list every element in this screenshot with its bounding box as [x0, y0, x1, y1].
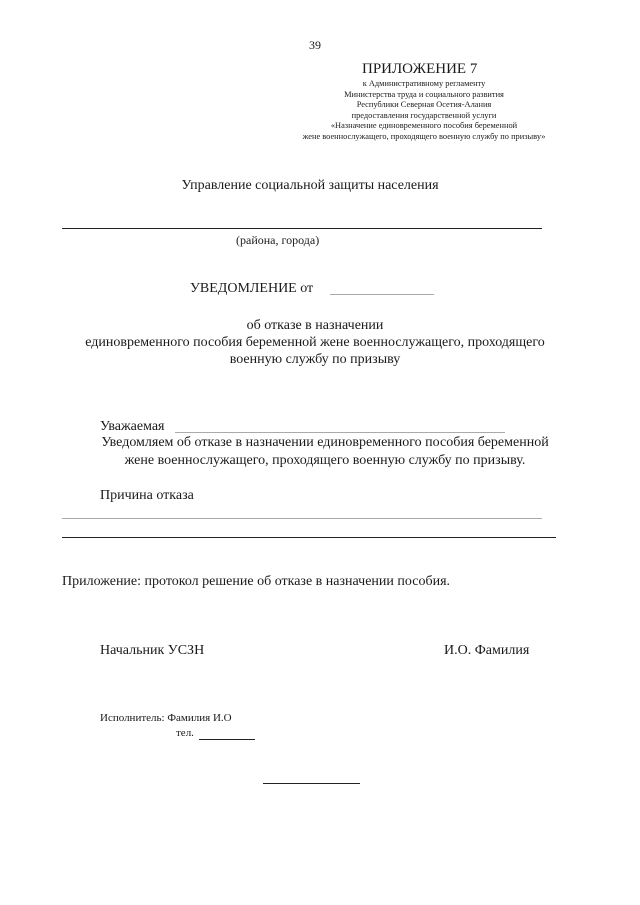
signatory-name: И.О. Фамилия [444, 643, 530, 658]
appendix-line: к Административному регламенту [362, 79, 486, 88]
refusal-reason-label: Причина отказа [100, 488, 194, 503]
department-title: Управление социальной защиты населения [181, 178, 439, 193]
phone-label: тел. [176, 727, 194, 739]
subject-line: об отказе в назначении [246, 318, 384, 333]
appendix-line: «Назначение единовременного пособия беременной [330, 121, 518, 130]
signatory-position: Начальник УСЗН [100, 643, 205, 658]
appendix-line: жене военнослужащего, проходящего военную службу по призыву» [302, 131, 546, 141]
notice-subject [40, 317, 590, 368]
reason-fill-line [62, 537, 556, 538]
appendix-line: Республики Северная Осетия-Алания [356, 100, 492, 109]
notice-heading: УВЕДОМЛЕНИЕ от [190, 281, 314, 296]
page-number: 39 [309, 38, 321, 52]
appendix-title: ПРИЛОЖЕНИЕ 7 [362, 61, 478, 77]
body-line: Уведомляем об отказе в назначении единовременного пособия беременной [101, 435, 549, 450]
executor-label: Исполнитель: Фамилия И.О [100, 712, 232, 724]
body-line: жене военнослужащего, проходящего военную службу по призыву. [124, 453, 526, 468]
appendix-line: Министерства труда и социального развития [344, 89, 504, 99]
district-caption: (района, города) [236, 233, 320, 247]
notice-body [40, 434, 610, 470]
salutation: Уважаемая [100, 419, 165, 434]
subject-line: единовременного пособия беременной жене военнослужащего, проходящего [85, 335, 545, 350]
recipient-name-line [175, 432, 505, 433]
phone-fill-line [199, 739, 255, 740]
footer-separator [263, 783, 360, 784]
district-fill-line [62, 228, 542, 229]
attachment-note: Приложение: протокол решение об отказе в назначении пособия. [62, 574, 451, 589]
appendix-line: предоставления государственной услуги [351, 110, 497, 120]
appendix-reference [270, 79, 578, 142]
date-fill-line [330, 294, 434, 295]
subject-line: военную службу по призыву [229, 352, 401, 367]
reason-fill-line [62, 518, 542, 519]
